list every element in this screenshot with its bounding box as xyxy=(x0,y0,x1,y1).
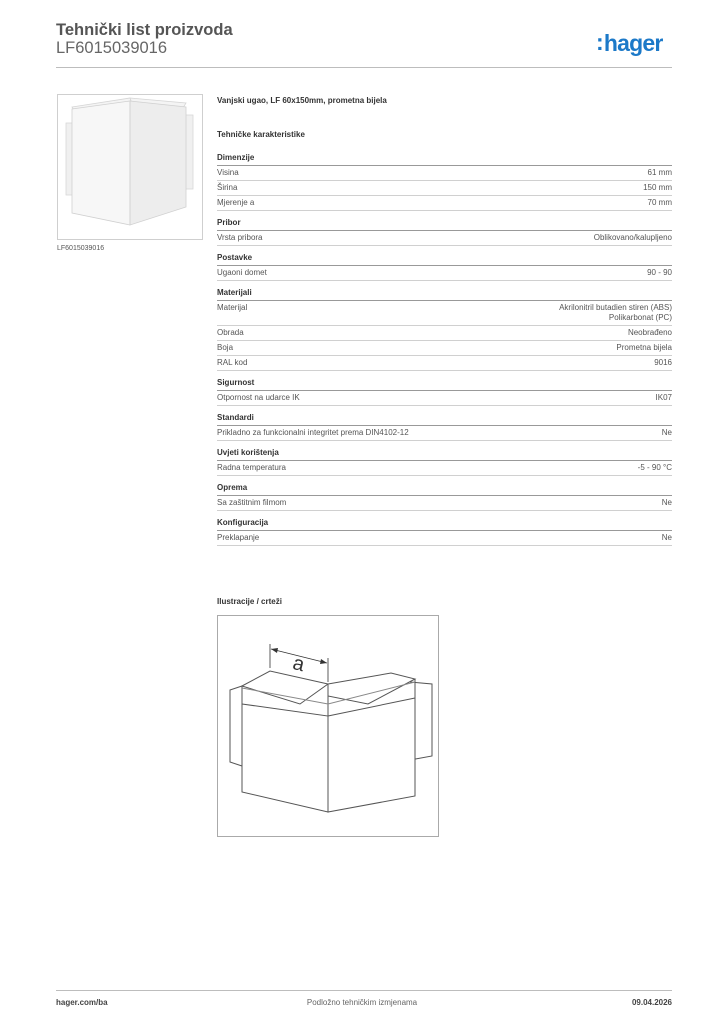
spec-label: Radna temperatura xyxy=(217,463,286,472)
product-thumbnail xyxy=(57,94,203,240)
spec-row xyxy=(217,391,672,406)
spec-label: Ugaoni domet xyxy=(217,268,267,277)
spec-value: 70 mm xyxy=(647,198,672,207)
spec-row xyxy=(217,531,672,546)
section-title: Dimenzije xyxy=(217,153,672,166)
spec-row xyxy=(217,266,672,281)
technical-drawing xyxy=(217,615,439,837)
spec-section xyxy=(217,518,672,546)
section-title: Materijali xyxy=(217,288,672,301)
spec-label: Otpornost na udarce IK xyxy=(217,393,300,402)
spec-value: Ne xyxy=(661,498,672,507)
spec-label: Sa zaštitnim filmom xyxy=(217,498,287,507)
spec-row xyxy=(217,196,672,211)
section-title: Standardi xyxy=(217,413,672,426)
spec-row xyxy=(217,426,672,441)
spec-label: Obrada xyxy=(217,328,244,337)
section-title: Pribor xyxy=(217,218,672,231)
thumbnail-caption: LF6015039016 xyxy=(57,245,105,252)
spec-label: Prikladno za funkcionalni integritet prema DIN4102-12 xyxy=(217,428,409,437)
spec-row xyxy=(217,341,672,356)
spec-section xyxy=(217,413,672,441)
spec-section xyxy=(217,253,672,281)
spec-section xyxy=(217,218,672,246)
spec-label: Boja xyxy=(217,343,234,352)
footer-date: 09.04.2026 xyxy=(631,998,672,1007)
spec-value: 150 mm xyxy=(643,183,672,192)
product-code: LF6015039016 xyxy=(56,39,168,57)
section-title: Oprema xyxy=(217,483,672,496)
spec-label: Mjerenje a xyxy=(217,198,255,207)
spec-value: IK07 xyxy=(655,393,672,402)
spec-row xyxy=(217,356,672,371)
spec-label: RAL kod xyxy=(217,358,248,367)
spec-value: Prometna bijela xyxy=(616,343,672,352)
spec-section xyxy=(217,448,672,476)
hager-logo: :hager xyxy=(596,29,663,56)
header-divider xyxy=(56,67,672,68)
technical-characteristics-heading: Tehničke karakteristike xyxy=(217,130,305,139)
dimension-a-label: a xyxy=(290,652,307,677)
spec-value: 90 - 90 xyxy=(647,268,672,277)
spec-value: Ne xyxy=(661,428,672,437)
spec-label: Vrsta pribora xyxy=(217,233,263,242)
product-name: Vanjski ugao, LF 60x150mm, prometna bijela xyxy=(217,96,387,105)
spec-row xyxy=(217,166,672,181)
spec-value: 61 mm xyxy=(647,168,672,177)
spec-row xyxy=(217,326,672,341)
illustrations-heading: Ilustracije / crteži xyxy=(217,597,282,606)
spec-label: Visina xyxy=(217,168,239,177)
spec-row xyxy=(217,301,672,326)
section-title: Uvjeti korištenja xyxy=(217,448,672,461)
spec-label: Preklapanje xyxy=(217,533,260,542)
spec-label: Širina xyxy=(217,183,238,192)
spec-section xyxy=(217,378,672,406)
spec-row xyxy=(217,496,672,511)
spec-value: Akrilonitril butadien stiren (ABS) Polikarbonat (PC) xyxy=(559,303,672,322)
footer-notice: Podložno tehničkim izmjenama xyxy=(306,998,418,1007)
spec-section xyxy=(217,153,672,211)
specification-panel xyxy=(217,96,672,546)
specification-sections xyxy=(217,153,672,546)
document-title: Tehnički list proizvoda xyxy=(56,21,233,39)
section-title: Konfiguracija xyxy=(217,518,672,531)
spec-value: -5 - 90 °C xyxy=(637,463,672,472)
spec-value: 9016 xyxy=(654,358,672,367)
spec-value: Ne xyxy=(661,533,672,542)
footer-website[interactable]: hager.com/ba xyxy=(56,998,108,1007)
spec-section xyxy=(217,288,672,371)
spec-row xyxy=(217,461,672,476)
spec-value: Oblikovano/kalupljeno xyxy=(593,233,672,242)
section-title: Sigurnost xyxy=(217,378,672,391)
spec-label: Materijal xyxy=(217,303,248,312)
spec-row xyxy=(217,231,672,246)
section-title: Postavke xyxy=(217,253,672,266)
spec-row xyxy=(217,181,672,196)
spec-section xyxy=(217,483,672,511)
spec-value: Neobrađeno xyxy=(627,328,672,337)
footer-divider xyxy=(56,990,672,991)
